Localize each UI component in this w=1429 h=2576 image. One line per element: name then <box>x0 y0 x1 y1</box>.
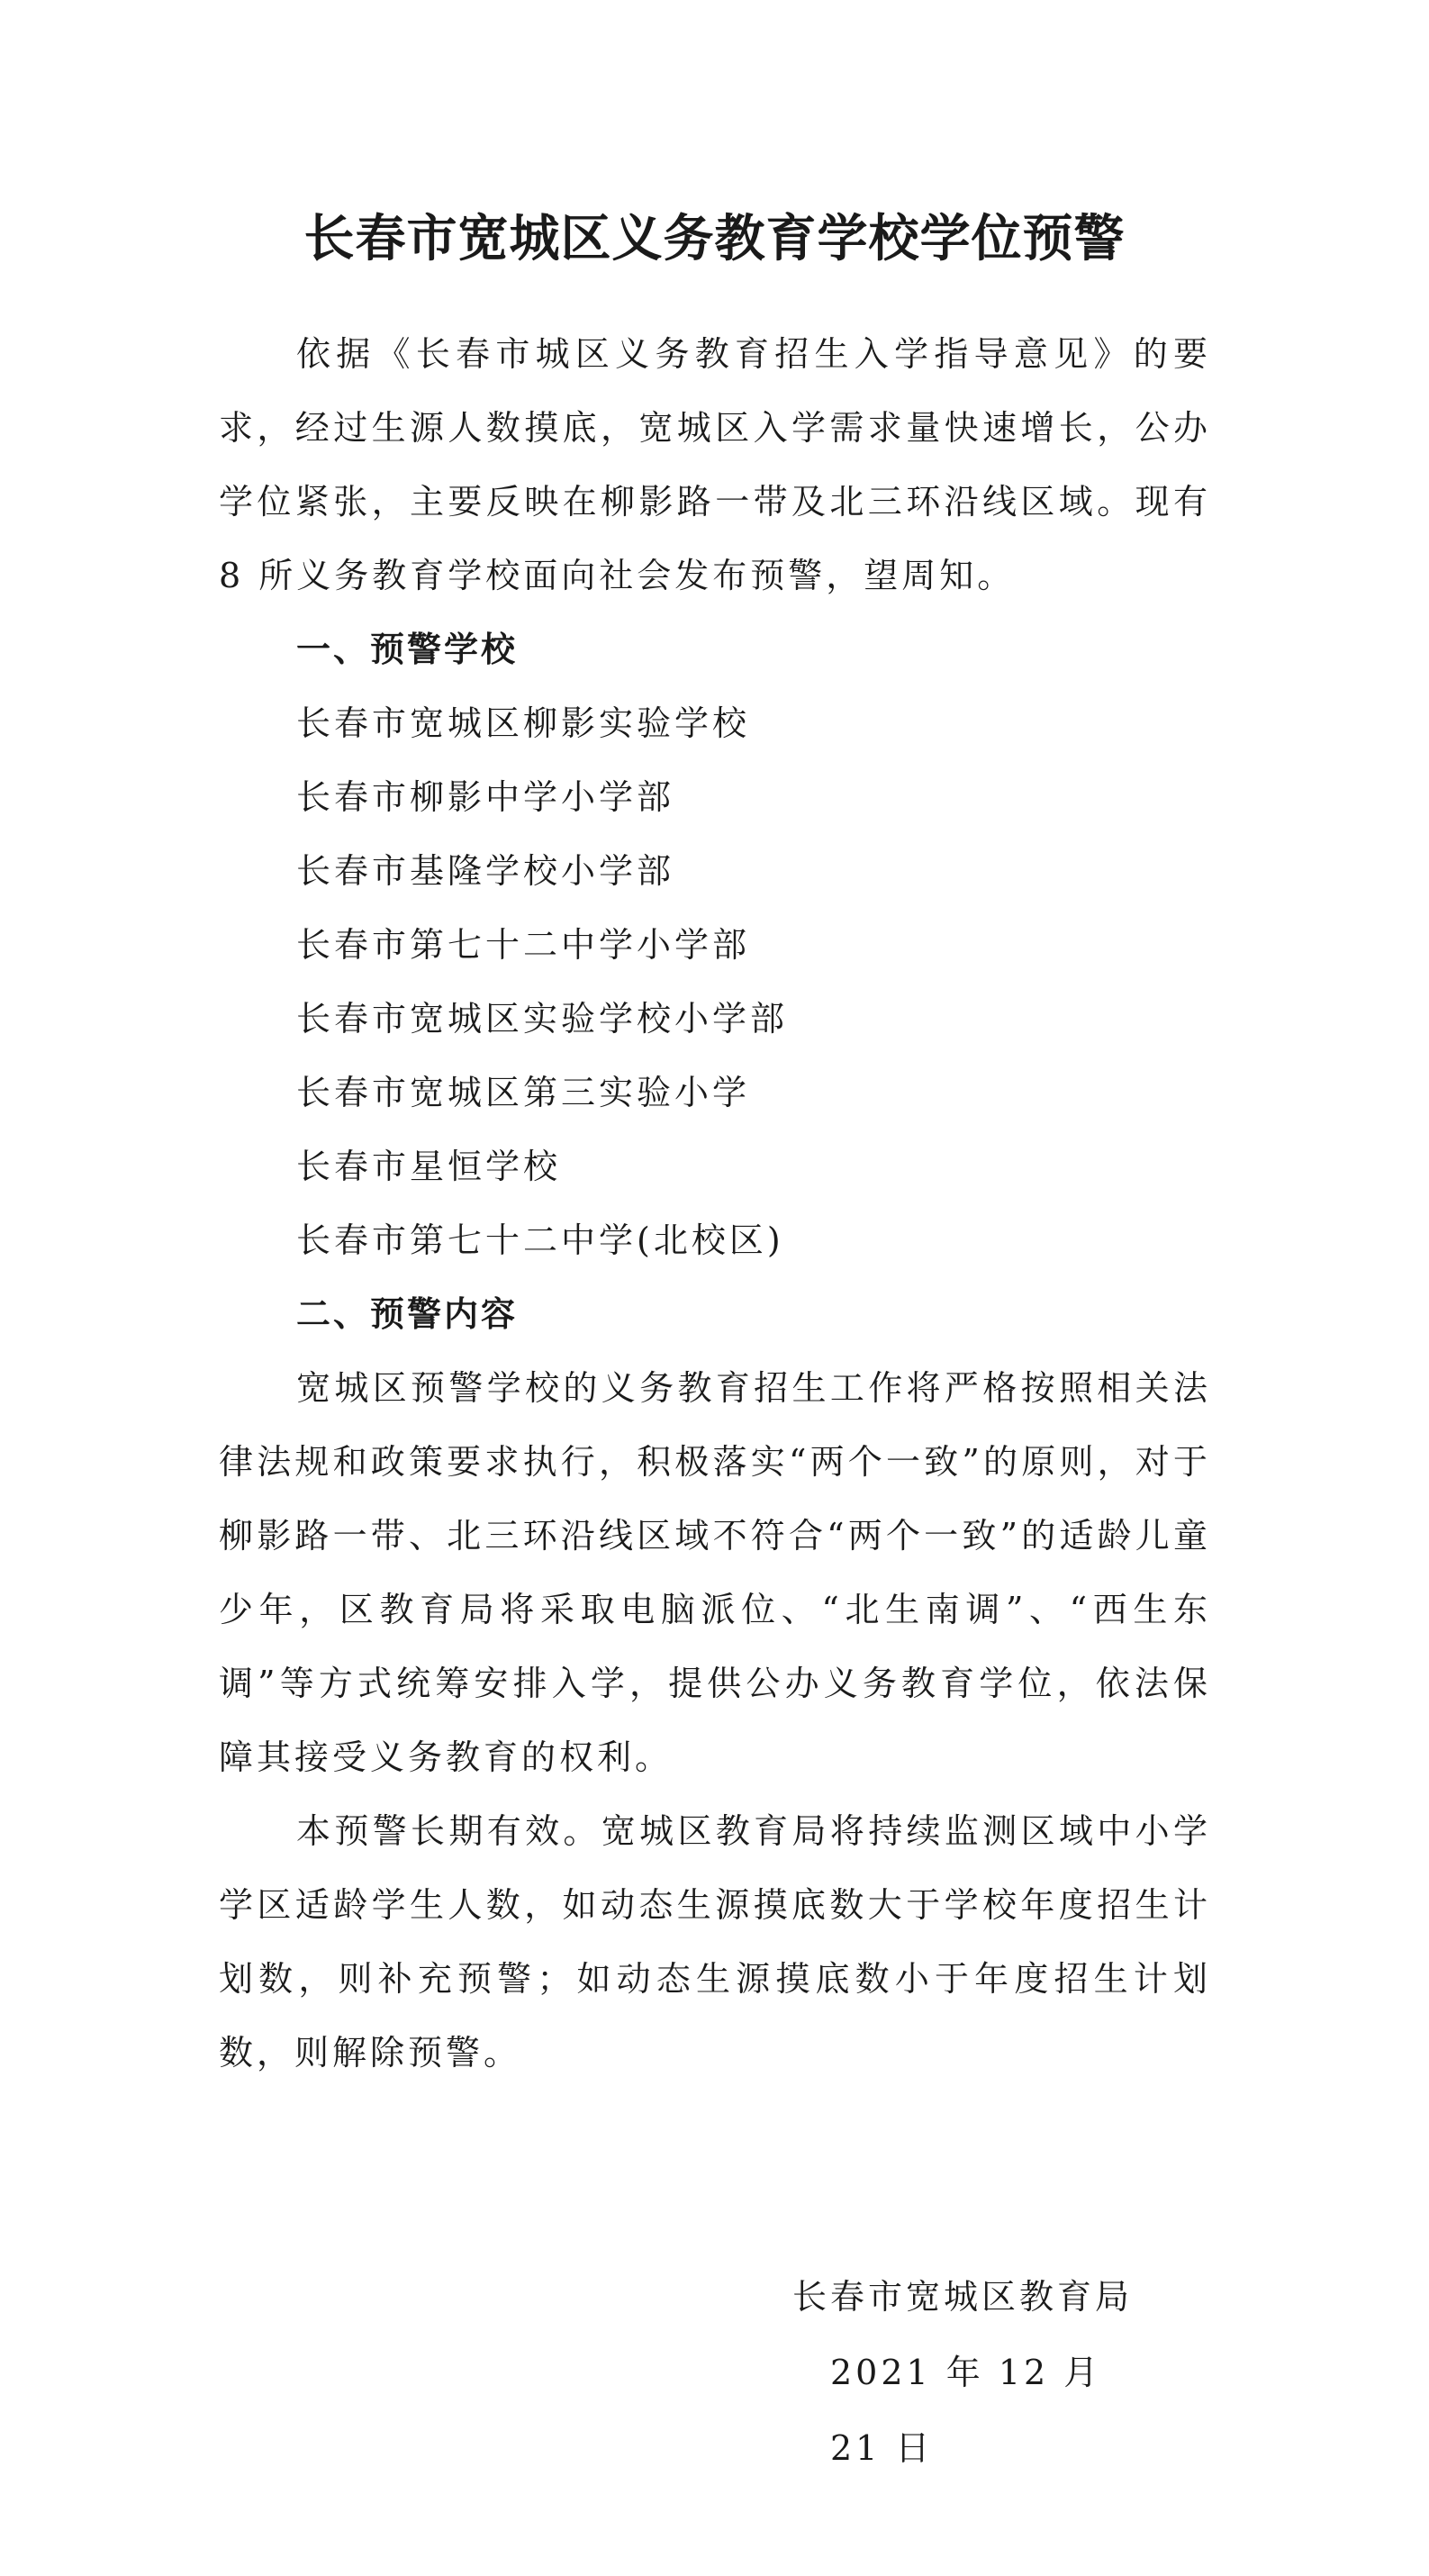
school-item: 长春市柳影中学小学部 <box>296 777 675 817</box>
school-item: 长春市星恒学校 <box>296 1147 562 1186</box>
school-item: 长春市宽城区实验学校小学部 <box>296 999 789 1039</box>
school-item: 长春市宽城区第三实验小学 <box>296 1073 751 1112</box>
validity-paragraph: 本预警长期有效。宽城区教育局将持续监测区域中小学学区适龄学生人数，如动态生源摸底数大于学校年度招生计划数，则补充预警；如动态生源摸底数小于年度招生计划数，则解除预警。 <box>219 1811 1211 2073</box>
signature-block <box>792 2259 1153 2486</box>
signature-date: 2021 年 12 月 21 日 <box>830 2353 1102 2468</box>
content-paragraph: 宽城区预警学校的义务教育招生工作将严格按照相关法律法规和政策要求执行，积极落实“两个一致”的原则，对于柳影路一带、北三环沿线区域不符合“两个一致”的适龄儿童少年，区教育局将采取电脑派位、“北生南调”、“西生东调”等方式统筹安排入学，提供公办义务教育学位，依法保障其接受义务教育的权利。 <box>219 1368 1211 1777</box>
school-item: 长春市宽城区柳影实验学校 <box>296 703 751 743</box>
section-heading-content: 二、预警内容 <box>296 1294 519 1334</box>
school-list <box>219 686 1211 1277</box>
school-item: 长春市第七十二中学小学部 <box>296 925 751 965</box>
signature-organization: 长春市宽城区教育局 <box>792 2277 1134 2317</box>
document-title: 长春市宽城区义务教育学校学位预警 <box>303 208 1126 268</box>
intro-paragraph: 依据《长春市城区义务教育招生入学指导意见》的要求，经过生源人数摸底，宽城区入学需求量快速增长，公办学位紧张，主要反映在柳影路一带及北三环沿线区域。现有 8 所义务教育学校面向社会发布预警，望周知。 <box>219 334 1211 595</box>
section-heading-schools: 一、预警学校 <box>296 630 519 669</box>
school-item: 长春市基隆学校小学部 <box>296 851 675 891</box>
school-item: 长春市第七十二中学(北校区) <box>296 1220 784 1260</box>
document-body <box>219 317 1211 2090</box>
